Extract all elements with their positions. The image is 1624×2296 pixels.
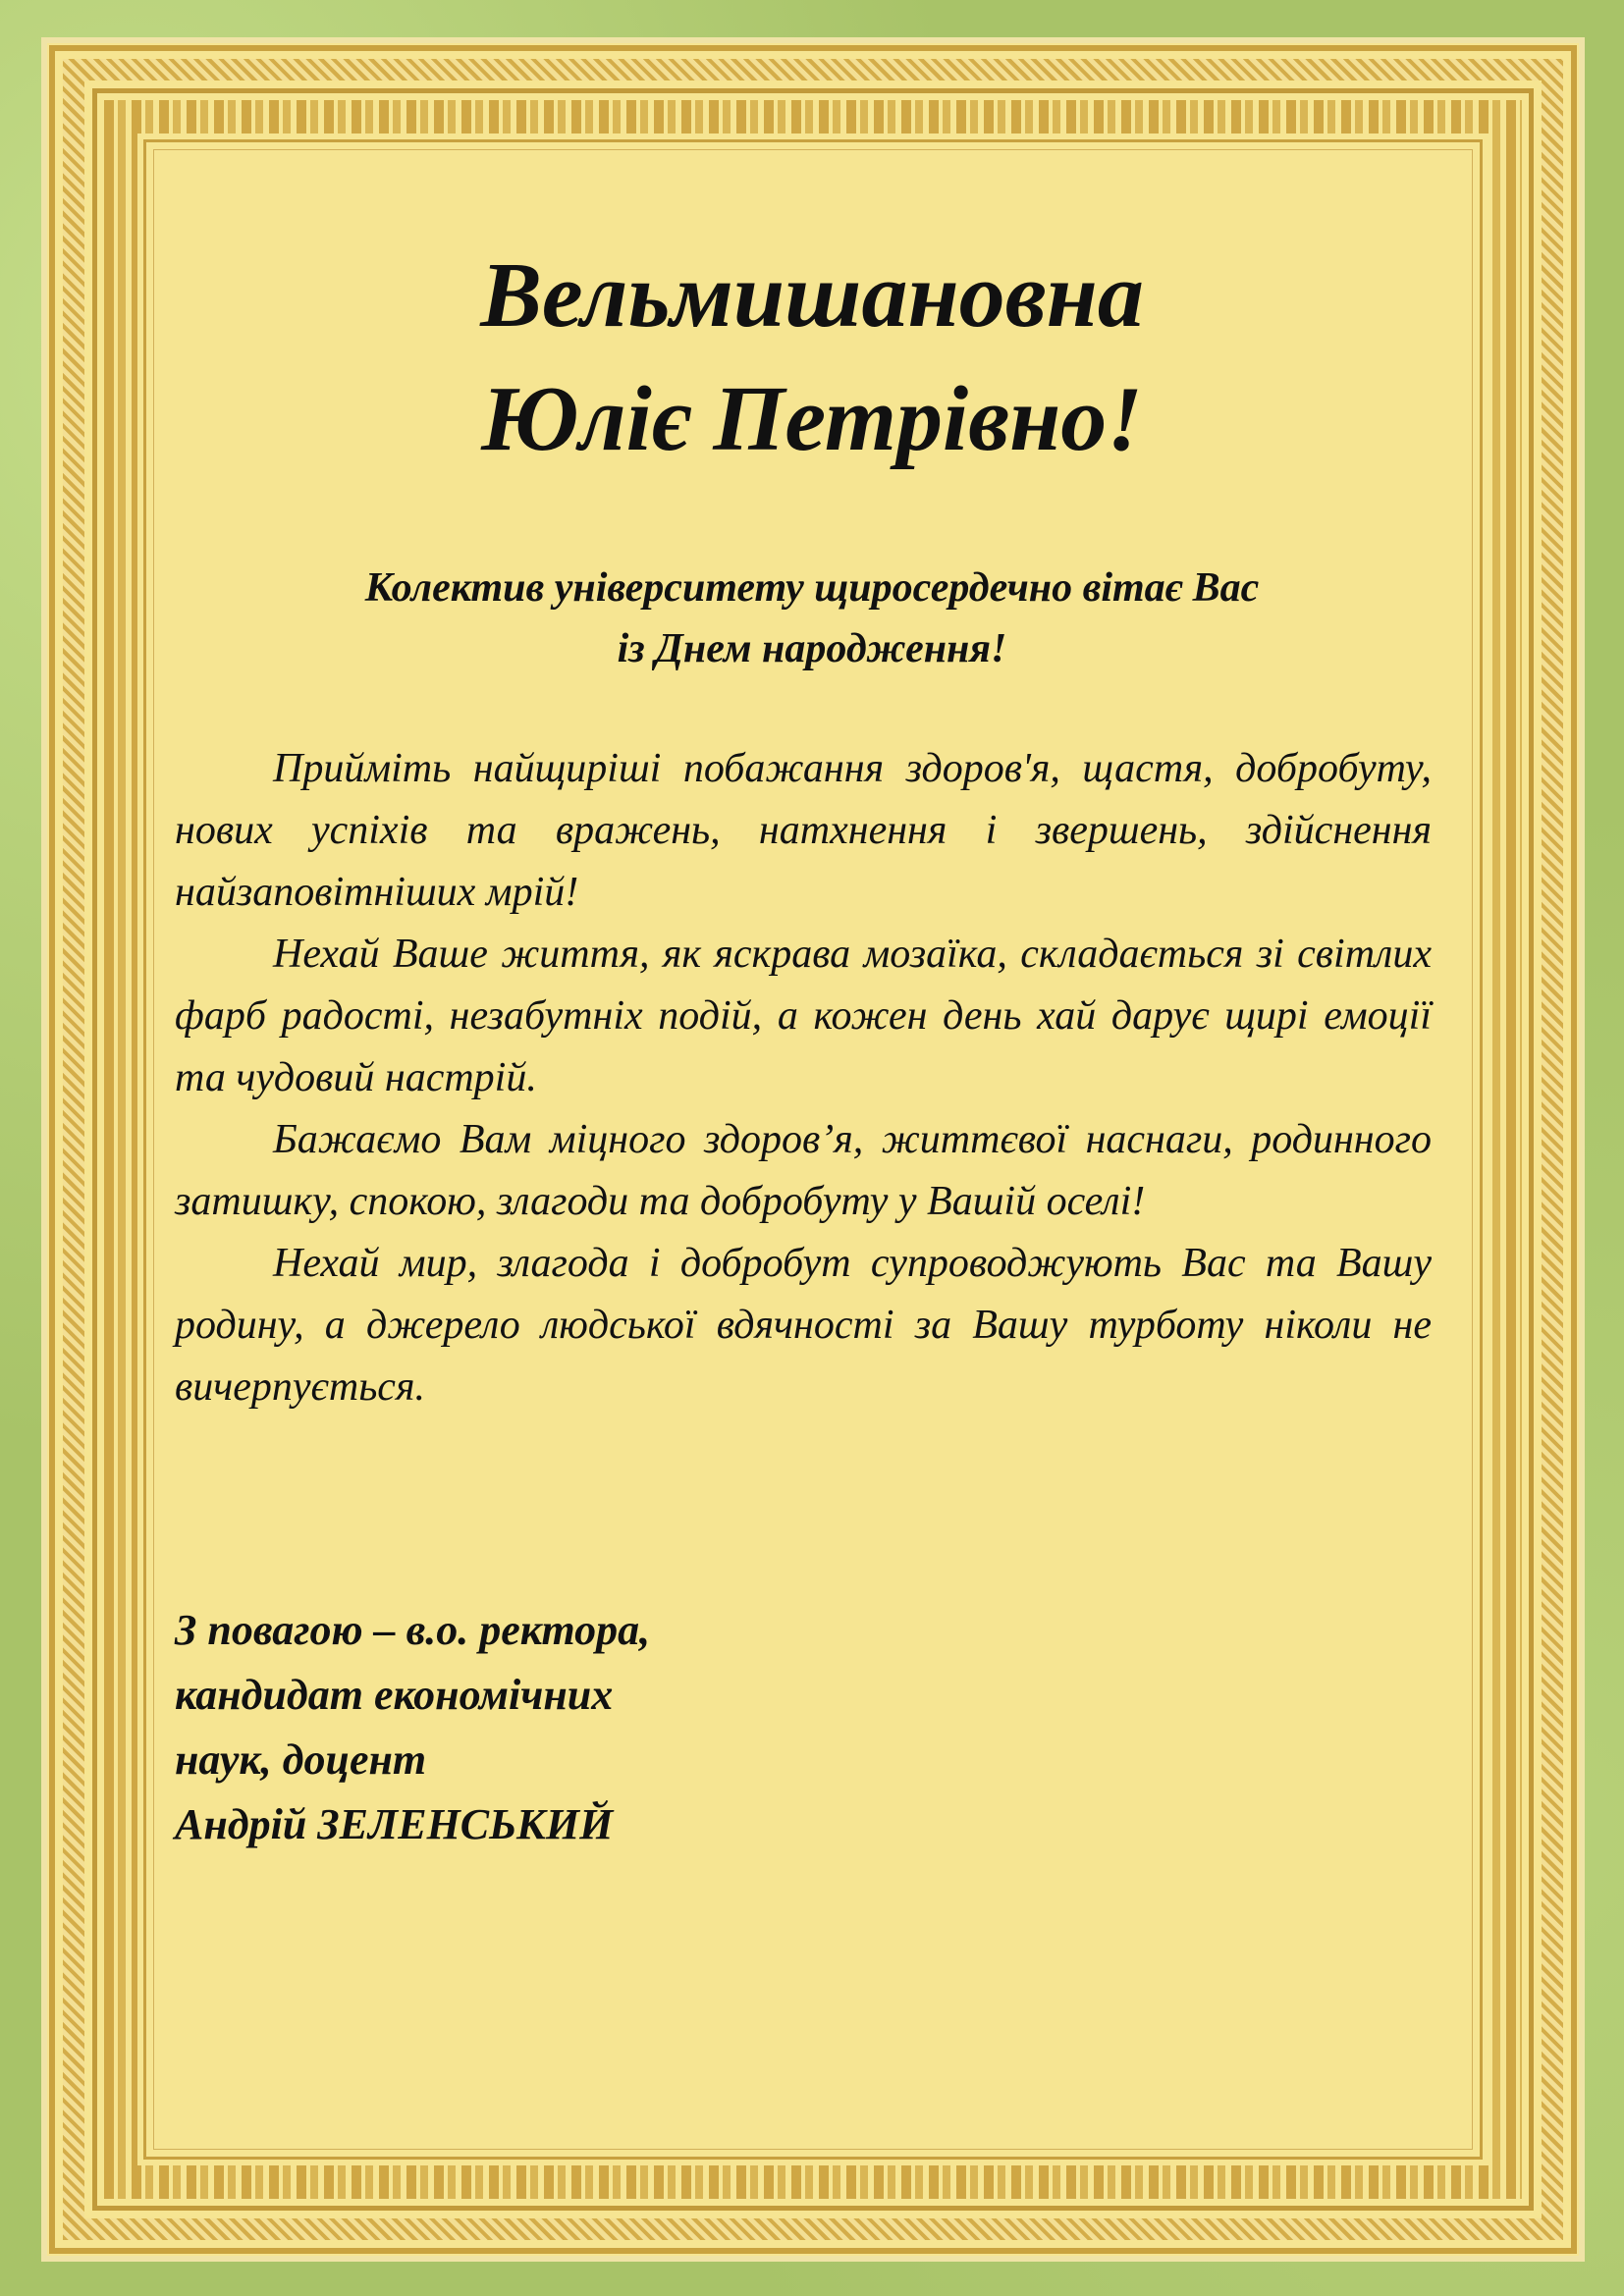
signature-line-3: наук, доцент: [175, 1735, 427, 1784]
intro-line-2: із Днем народження!: [617, 626, 1007, 671]
greeting-line-2: Юліє Петрівно!: [481, 368, 1143, 470]
body-paragraph-1: Прийміть найщиріші побажання здоров'я, щастя, добробуту, нових успіхів та вражень, натхнення і звершень, здійснення найзаповітніших мрій!: [175, 746, 1432, 915]
body-paragraph-4: Нехай мир, злагода і добробут супроводжують Вас та Вашу родину, а джерело людської вдячності за Вашу турботу ніколи не вичерпується.: [175, 1241, 1432, 1410]
intro-text: [0, 558, 1624, 679]
signature-block: [175, 1598, 1058, 1857]
intro-line-1: Колектив університету щиросердечно вітає Вас: [364, 565, 1260, 611]
body-paragraph-2: Нехай Ваше життя, як яскрава мозаїка, складається зі світлих фарб радості, незабутніх подій, а кожен день хай дарує щирі емоції та чудовий настрій.: [175, 932, 1432, 1100]
body-text: [175, 738, 1432, 1418]
signature-line-2: кандидат економічних: [175, 1671, 614, 1719]
signature-name: Андрій ЗЕЛЕНСЬКИЙ: [175, 1800, 614, 1848]
body-paragraph-3: Бажаємо Вам міцного здоров’я, життєвої наснаги, родинного затишку, спокою, злагоди та добробуту у Вашій оселі!: [175, 1117, 1432, 1224]
greeting-line-1: Вельмишановна: [480, 244, 1144, 347]
greeting-heading: [0, 234, 1624, 481]
signature-line-1: З повагою – в.о. ректора,: [175, 1606, 651, 1654]
